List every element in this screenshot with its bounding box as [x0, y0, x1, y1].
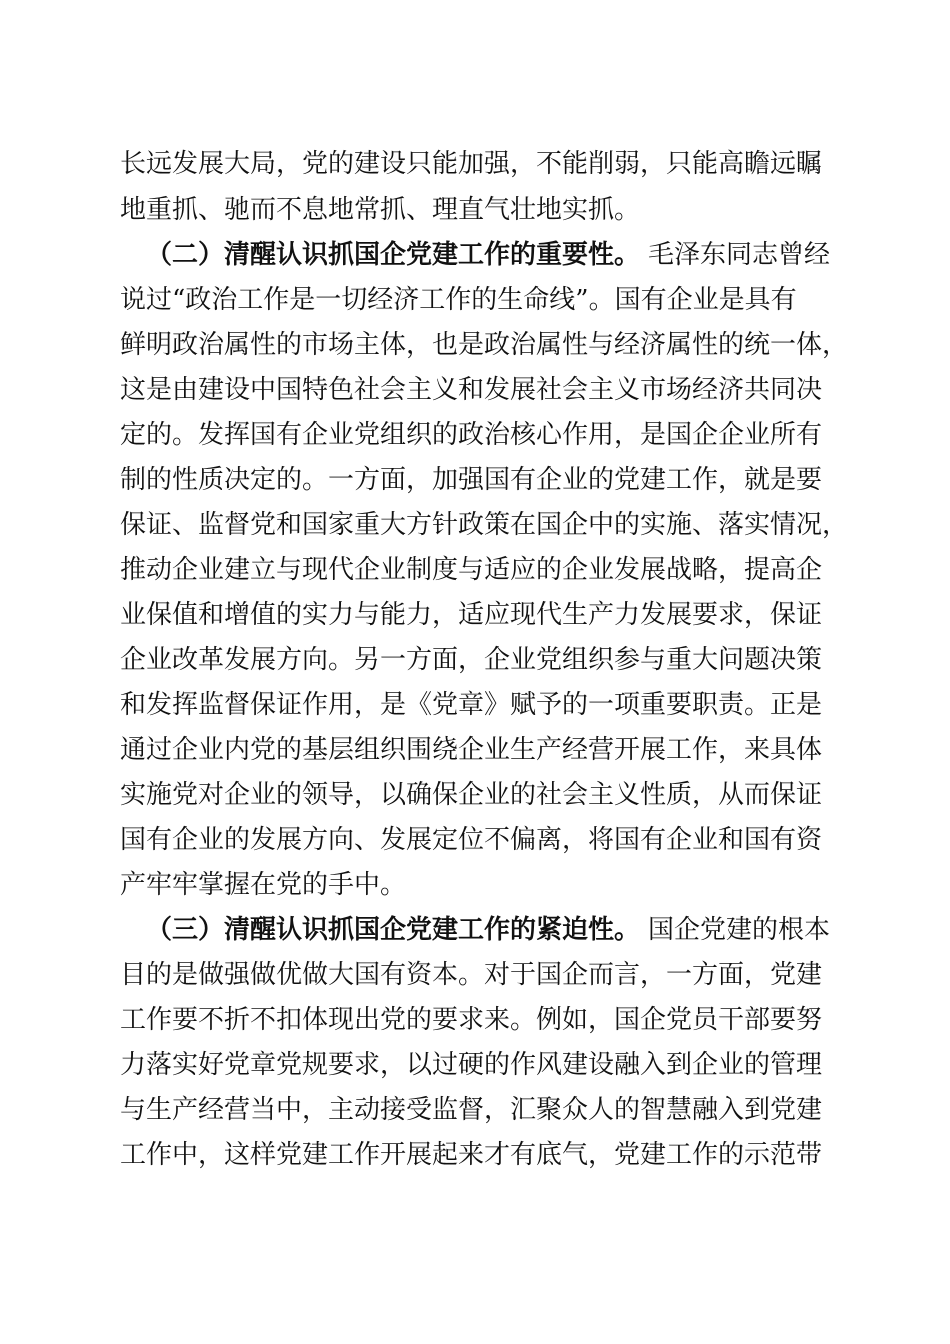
paragraph-1-text: 长远发展大局，党的建设只能加强，不能削弱，只能高瞻远瞩 [120, 149, 823, 179]
paragraph-2-text: 这是由建设中国特色社会主义和发展社会主义市场经济共同决 [120, 375, 823, 405]
paragraph-3-text: 工作中，这样党建工作开展起来才有底气，党建工作的示范带 [120, 1140, 823, 1170]
paragraph-2-text: 说过“政治工作是一切经济工作的生命线”。国有企业是具有 [120, 285, 797, 315]
paragraph-1-text: 地重抓、驰而不息地常抓、理直气壮地实抓。 [120, 195, 641, 225]
paragraph-2-text: 和发挥监督保证作用，是《党章》赋予的一项重要职责。正是 [120, 690, 823, 720]
paragraph-2-text: 鲜明政治属性的市场主体，也是政治属性与经济属性的统一体， [120, 330, 849, 360]
paragraph-2-text: 保证、监督党和国家重大方针政策在国企中的实施、落实情况， [120, 510, 849, 540]
paragraph-2-text: 国有企业的发展方向、发展定位不偏离，将国有企业和国有资 [120, 825, 823, 855]
paragraph-2-text: 通过企业内党的基层组织围绕企业生产经营开展工作，来具体 [120, 735, 823, 765]
paragraph-2-text: 毛泽东同志曾经 [648, 240, 831, 270]
paragraph-2-text: 实施党对企业的领导，以确保企业的社会主义性质，从而保证 [120, 780, 823, 810]
paragraph-3-text: 力落实好党章党规要求，以过硬的作风建设融入到企业的管理 [120, 1050, 823, 1080]
paragraph-2-text: 推动企业建立与现代企业制度与适应的企业发展战略，提高企 [120, 555, 823, 585]
section-heading-3: （三）清醒认识抓国企党建工作的紧迫性。 [146, 915, 641, 945]
paragraph-2-text: 企业改革发展方向。另一方面，企业党组织参与重大问题决策 [120, 645, 823, 675]
paragraph-2-text: 业保值和增值的实力与能力，适应现代生产力发展要求，保证 [120, 600, 823, 630]
paragraph-3-text: 与生产经营当中，主动接受监督，汇聚众人的智慧融入到党建 [120, 1095, 823, 1125]
paragraph-2-text: 定的。发挥国有企业党组织的政治核心作用，是国企企业所有 [120, 420, 823, 450]
paragraph-3-text: 工作要不折不扣体现出党的要求来。例如，国企党员干部要努 [120, 1005, 823, 1035]
paragraph-2-text: 产牢牢掌握在党的手中。 [120, 870, 407, 900]
paragraph-3-text: 国企党建的根本 [648, 915, 831, 945]
paragraph-3-text: 目的是做强做优做大国有资本。对于国企而言，一方面，党建 [120, 960, 823, 990]
section-heading-2: （二）清醒认识抓国企党建工作的重要性。 [146, 240, 641, 270]
paragraph-2-text: 制的性质决定的。一方面，加强国有企业的党建工作，就是要 [120, 465, 823, 495]
